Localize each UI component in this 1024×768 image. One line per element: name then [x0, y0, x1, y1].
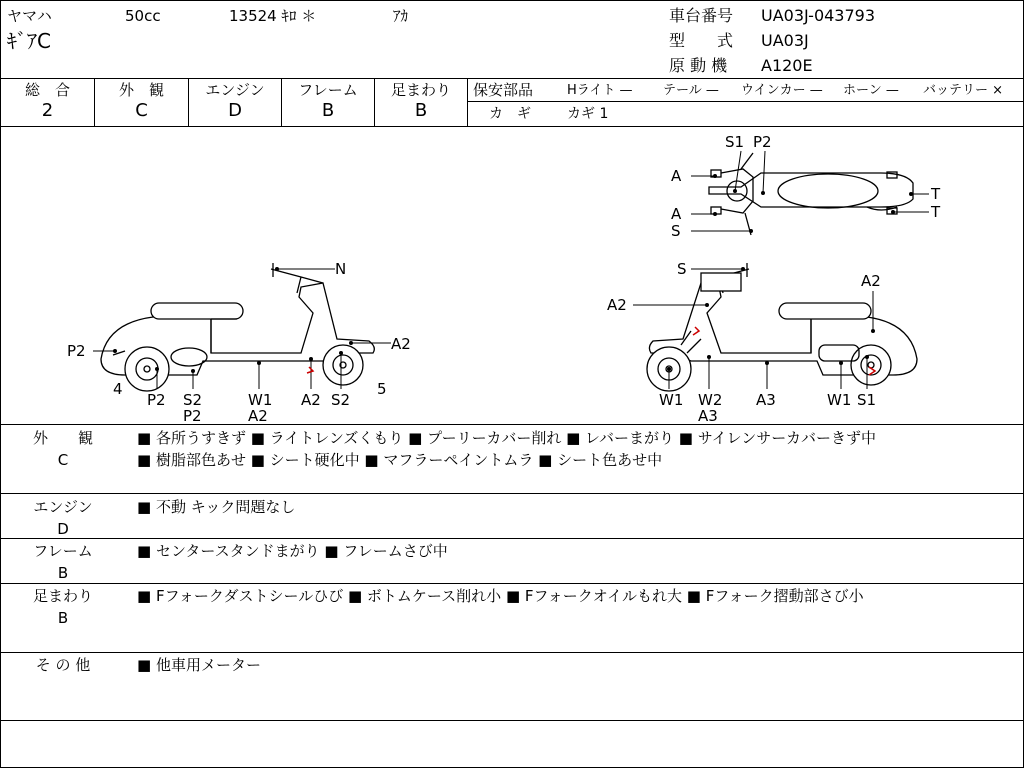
right-label-a2-right: A2	[861, 272, 881, 290]
divider	[1, 652, 1023, 653]
right-label-a2-left: A2	[607, 296, 627, 314]
remarks-items: ■ 他車用メーター	[137, 656, 261, 674]
top-label-s: S	[671, 222, 681, 240]
remarks-category: フレーム B	[33, 542, 93, 582]
safety-headlight: Hライト —	[567, 83, 633, 98]
grade-exterior: 外 観 C	[118, 81, 164, 121]
remarks-suspension	[1, 585, 1023, 651]
top-label-p2: P2	[753, 133, 772, 151]
top-view-scooter	[709, 153, 913, 235]
divider	[467, 78, 468, 126]
remarks-category: そ の 他	[35, 656, 91, 674]
remarks-items: ■ センタースタンドまがり ■ フレームさび中	[137, 542, 448, 560]
right-label-b3: A3	[756, 391, 776, 409]
divider	[1, 493, 1023, 494]
divider	[1, 78, 1023, 79]
top-label-a1: A	[671, 167, 682, 185]
right-label-b1: W1	[659, 391, 684, 409]
left-label-b3b: A2	[248, 407, 268, 424]
scooter-diagram	[1, 127, 1023, 424]
mileage: 13524 ｷﾛ ＊	[229, 7, 317, 25]
grade-frame: フレーム B	[298, 81, 358, 121]
type-value: UA03J	[761, 31, 809, 50]
right-label-b5: S1	[857, 391, 877, 409]
engine-row	[669, 57, 813, 75]
key-label: カ ギ	[489, 106, 531, 122]
remarks-frame	[1, 540, 1023, 582]
left-label-p2: P2	[67, 342, 86, 360]
grade-total: 総 合 2	[24, 81, 70, 121]
right-label-b4: W1	[827, 391, 852, 409]
left-label-5: 5	[377, 380, 387, 398]
left-label-4: 4	[113, 380, 123, 398]
engine-value: A120E	[761, 56, 813, 75]
color: ｱｶ	[393, 7, 409, 25]
remarks-other	[1, 654, 1023, 720]
top-label-t2: T	[931, 203, 941, 221]
safety-taillight: テール —	[663, 83, 719, 98]
top-label-s1: S1	[725, 133, 745, 151]
divider	[1, 583, 1023, 584]
top-label-t1: T	[931, 185, 941, 203]
safety-label: 保安部品	[473, 81, 534, 99]
remarks-items: ■ Fフォークダストシールひび ■ ボトムケース削れ小 ■ Fフォークオイルもれ大 ■ Fフォーク摺動部さび小	[137, 587, 864, 605]
divider	[1, 720, 1023, 721]
damage-mark	[307, 367, 313, 373]
remarks-items: ■ 各所うすきず ■ ライトレンズくもり ■ プーリーカバー削れ ■ レバーまがり ■ サイレンサーカバーきず中 ■ 樹脂部色あせ ■ シート硬化中 ■ マフラーペイントムラ ■ シート色あせ中	[137, 429, 876, 469]
top-label-a2: A	[671, 205, 682, 223]
key-value: カギ 1	[567, 106, 609, 122]
type-label: 型 式	[669, 31, 734, 50]
left-label-b2a: S2	[183, 391, 203, 409]
left-label-n: N	[335, 260, 347, 278]
divider	[467, 101, 1023, 102]
safety-horn: ホーン —	[843, 83, 899, 98]
type-row	[669, 32, 809, 50]
maker: ヤマハ	[7, 7, 52, 25]
left-label-b4: A2	[301, 391, 321, 409]
left-view-scooter	[101, 263, 374, 391]
left-label-b2b: P2	[183, 407, 202, 424]
grade-suspension: 足まわり B	[390, 81, 451, 121]
model-name: ｷﾞｱC	[7, 29, 51, 53]
chassis-value: UA03J-043793	[761, 6, 876, 25]
divider	[1, 424, 1023, 425]
right-label-b2a: W2	[698, 391, 723, 409]
remarks-category: エンジン D	[33, 498, 93, 538]
safety-winker: ウインカー —	[741, 83, 823, 98]
right-label-b2b: A3	[698, 407, 718, 424]
remarks-engine	[1, 496, 1023, 538]
left-label-b3a: W1	[248, 391, 273, 409]
chassis-row	[669, 7, 875, 25]
remarks-exterior	[1, 427, 1023, 493]
left-label-a2: A2	[391, 335, 411, 353]
displacement: 50cc	[125, 7, 161, 25]
divider	[1, 538, 1023, 539]
remarks-category: 足まわり B	[32, 587, 93, 627]
left-label-b1: P2	[147, 391, 166, 409]
remarks-category: 外 観 C	[32, 429, 93, 469]
remarks-items: ■ 不動 キック問題なし	[137, 498, 296, 516]
chassis-label: 車台番号	[669, 6, 734, 25]
safety-battery: バッテリー ×	[923, 83, 1004, 98]
engine-label: 原 動 機	[669, 56, 728, 75]
right-label-s: S	[677, 260, 687, 278]
left-label-b5: S2	[331, 391, 351, 409]
grade-engine: エンジン D	[205, 81, 265, 121]
